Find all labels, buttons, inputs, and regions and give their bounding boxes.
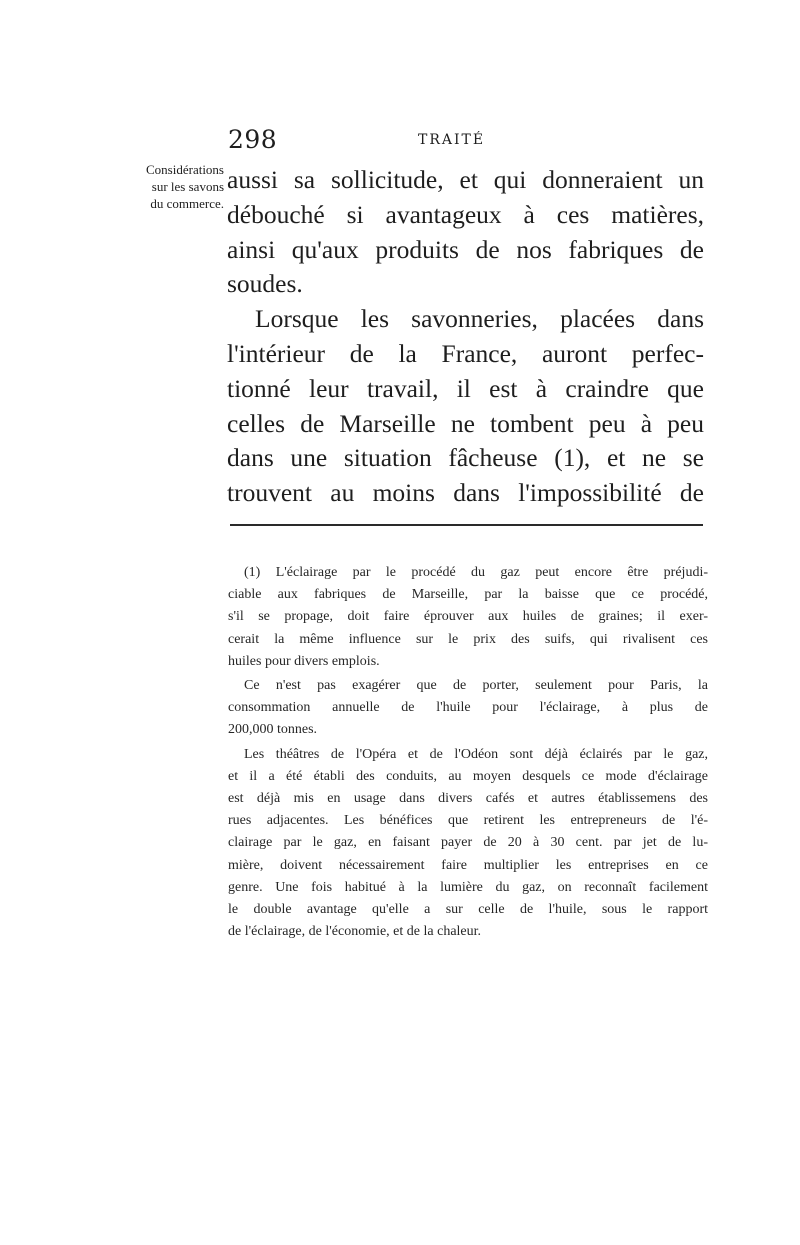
footnote-line: Les théâtres de l'Opéra et de l'Odéon sont déjà éclairés par le gaz, [244,746,708,762]
footnote-line: clairage par le gaz, en faisant payer de 20 à 30 cent. par jet de lu- [228,835,708,851]
body-line: l'intérieur de la France, auront perfec- [227,338,704,368]
footnote-line: s'il se propage, doit faire éprouver aux huiles de graines; il exer- [228,609,708,625]
footnote-line: huiles pour divers emplois. [228,653,380,669]
body-line: tionné leur travail, il est à craindre que [227,373,704,403]
body-line: trouvent au moins dans l'impossibilité de [227,478,704,508]
footnote-line: Ce n'est pas exagérer que de porter, seulement pour Paris, la [244,678,708,694]
footnote-rule [230,524,703,526]
footnote-line: genre. Une fois habitué à la lumière du gaz, on reconnaît facilement [228,879,708,895]
page-number: 298 [228,125,278,154]
footnote-line: (1) L'éclairage par le procédé du gaz peut encore être préjudi- [244,565,708,580]
footnote-line: cerait la même influence sur le prix des suifs, qui rivalisent ces [228,631,708,647]
footnote-line: le double avantage qu'elle a sur celle de l'huile, sous le rapport [228,902,708,918]
body-text [227,163,704,511]
body-line: dans une situation fâcheuse (1), et ne se [227,443,704,473]
margin-note-line: du commerce. [150,196,224,211]
body-line: soudes. [227,269,303,299]
margin-note-line: sur les savons [151,179,224,194]
footnote-line: est déjà mis en usage dans divers cafés et autres établissemens des [228,791,708,807]
footnote-line: 200,000 tonnes. [228,722,318,738]
footnote-line: rues adjacentes. Les bénéfices que retirent les entrepreneurs de l'é- [228,813,708,829]
body-line: débouché si avantageux à ces matières, [227,199,704,229]
body-line: celles de Marseille ne tombent peu à peu [227,408,704,438]
footnote-line: ciable aux fabriques de Marseille, par la baisse que ce procédé, [228,587,708,603]
footnote-paragraph [228,562,708,673]
footnote-paragraph [228,744,708,944]
running-head: TRAITÉ [418,132,486,148]
footnote-line: mière, doivent nécessairement faire multiplier les entreprises en ce [228,857,708,873]
footnote-line: consommation annuelle de l'huile pour l'éclairage, à plus de [228,700,708,716]
footnote-paragraph [228,675,708,742]
footnotes [228,562,708,945]
margin-note-line: Considérations [146,162,224,177]
body-line: ainsi qu'aux produits de nos fabriques de [227,234,704,264]
body-line: aussi sa sollicitude, et qui donneraient un [227,165,704,194]
footnote-line: de l'éclairage, de l'économie, et de la chaleur. [228,924,482,940]
footnote-line: et il a été établi des conduits, au moyen desquels ce mode d'éclairage [228,768,708,784]
margin-note [106,161,224,212]
body-line: Lorsque les savonneries, placées dans [255,304,704,334]
